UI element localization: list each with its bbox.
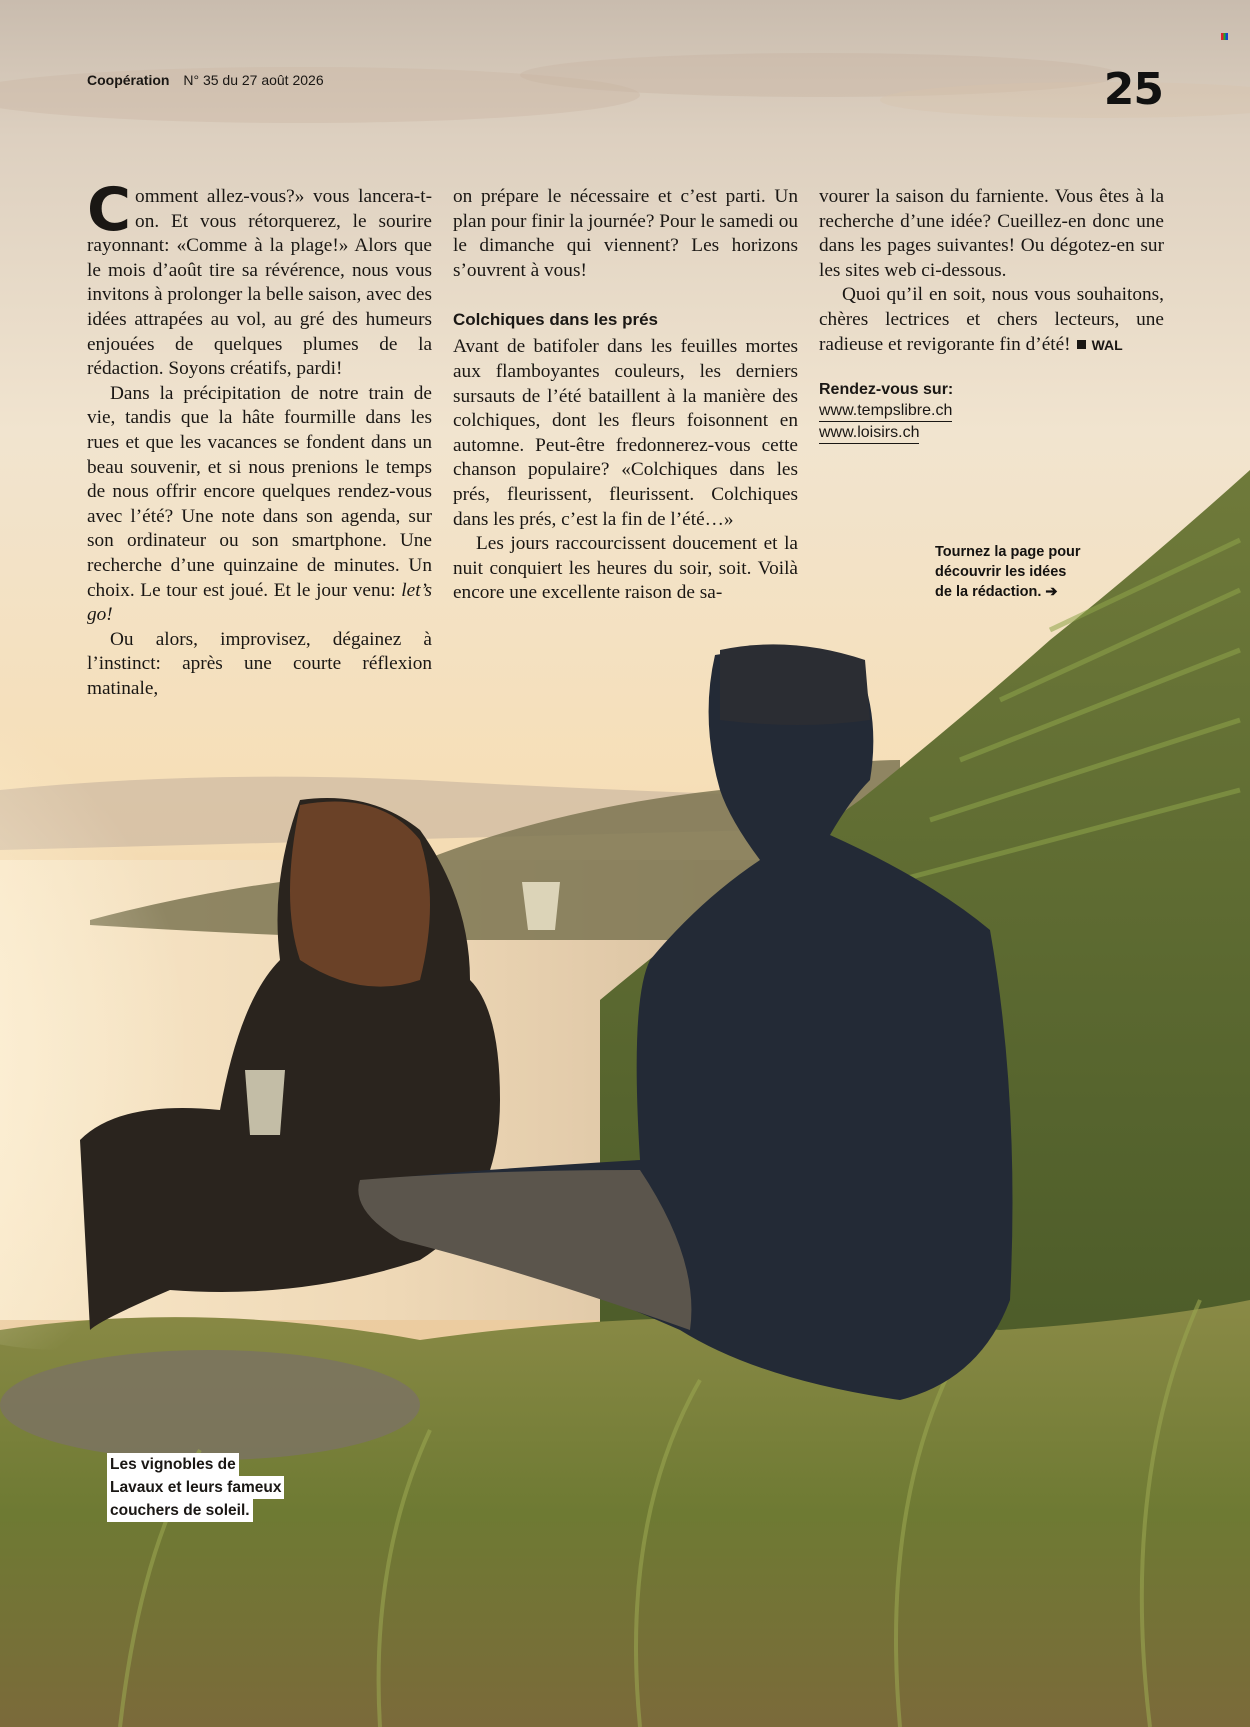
link-loisirs[interactable]: www.loisirs.ch [819,422,919,444]
teaser-line: Tournez la page pour [935,544,1081,560]
paragraph: vourer la saison du farniente. Vous êtes à la recherche d’une idée? Cueillez-en donc une dans les pages suivantes! Ou dégotez-en sur les sites web ci-dessous. [819,186,1164,281]
link-tempslibre[interactable]: www.tempslibre.ch [819,400,952,422]
article-column-1 [87,175,432,701]
paragraph: Ou alors, improvisez, dégainez à l’instinct: après une courte réflexion matinale, [87,628,432,699]
running-header [87,72,324,88]
color-registration-mark [1221,33,1228,40]
issue-info: N° 35 du 27 août 2026 [183,72,324,88]
dropcap: C [87,175,132,245]
paragraph: Les jours raccourcissent doucement et la nuit conquiert les heures du soir, soit. Voilà encore une excellente raison de sa- [453,533,798,604]
paragraph-text: Quoi qu’il en soit, nous vous souhaitons, chères lectrices et chers lecteurs, une radieuse et revigorante fin d’été! [819,284,1164,355]
subheading: Colchiques dans les prés [453,310,659,330]
paragraph: Avant de batifoler dans les feuilles mortes aux flamboyantes couleurs, les derniers sursauts de l’été bataillent à la manière des colchiques, dont les fleurs foisonnent en automne. Peut-être fredonnerez-vous cette chanson populaire? «Colchiques dans les prés, fleurissent, fleurissent. Colchiques dans les prés, c’est la fin de l’été…» [453,336,798,530]
photo-caption [107,1453,284,1522]
article-column-2 [453,185,798,606]
paragraph: on prépare le nécessaire et c’est parti. Un plan pour finir la journée? Pour le samedi ou le dimanche qui viennent? Les horizons s’ouvrent à vous! [453,186,798,281]
paragraph [87,382,432,628]
page-number: 25 [1103,64,1163,115]
paragraph [87,175,432,382]
teaser-line: découvrir les idées [935,564,1067,580]
teaser-line: de la rédaction. ➔ [935,584,1058,600]
caption-line: Les vignobles de [107,1453,239,1476]
caption-line: Lavaux et leurs fameux [107,1476,284,1499]
italic-phrase: let’s go! [87,579,432,626]
article-column-3 [819,185,1164,444]
paragraph [819,283,1164,357]
paragraph-text: omment allez-vous?» vous lancera-t-on. Et vous rétorquerez, le sourire rayonnant: «Comme à la plage!» Alors que le mois d’août tire sa révérence, nous vous invitons à prolonger la belle saison, avec des idées attrapées au vol, au gré des humeurs enjouées de quelques plumes de la rédaction. Soyons créatifs, pardi! [87,186,432,380]
end-square-icon [1077,340,1086,349]
page-turn-teaser [935,542,1105,602]
caption-line: couchers de soleil. [107,1499,253,1522]
paragraph-text: Dans la précipitation de notre train de vie, tandis que la hâte fourmille dans les rues et que les vacances se fondent dans un beau souvenir, et si nous prenions le temps de nous offrir encore quelques rendez-vous avec l’été? Une note dans son agenda, sur son ordinateur ou son smartphone. Une recherche d’une quinzaine de minutes. Un choix. Le tour est joué. Et le jour venu: [87,382,432,601]
author-signature: WAL [1091,336,1123,353]
links-box [819,379,1164,444]
links-title: Rendez-vous sur: [819,381,954,399]
publication-name: Coopération [87,72,170,88]
